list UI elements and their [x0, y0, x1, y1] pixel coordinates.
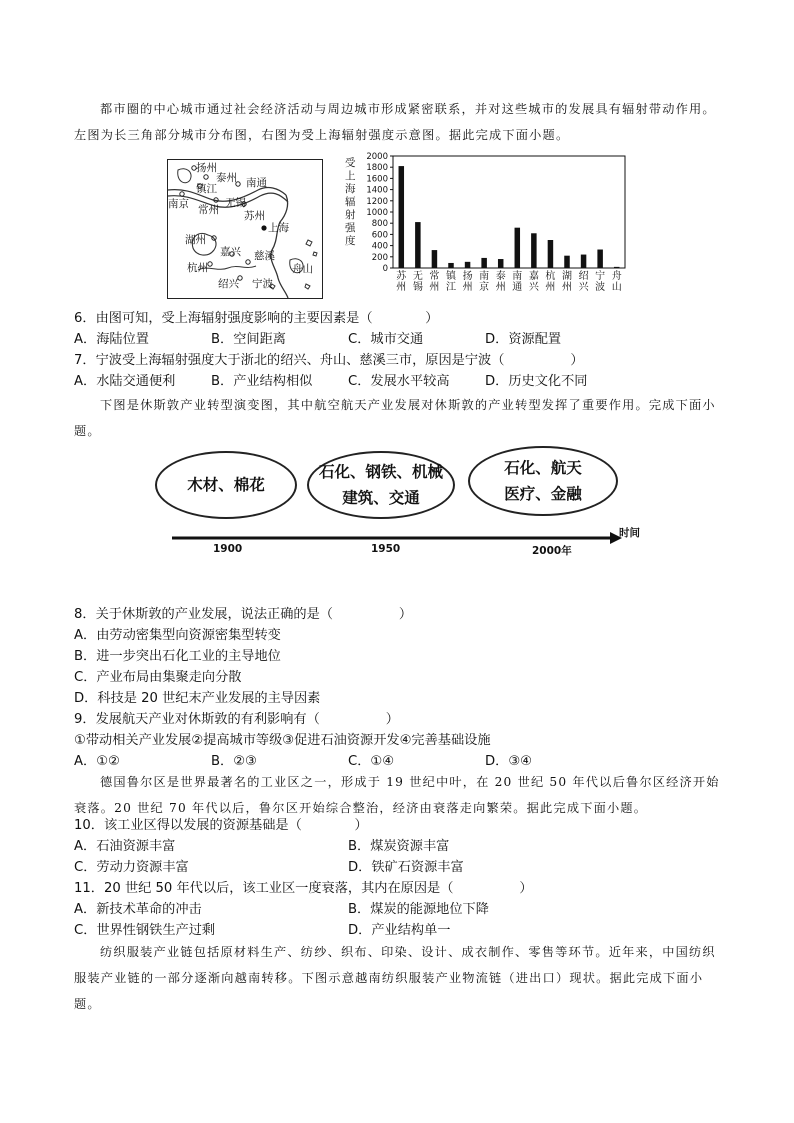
bar-12 — [597, 250, 603, 268]
y-tick-label: 1000 — [366, 208, 388, 218]
q10-option-a[interactable]: A．石油资源丰富 — [74, 839, 176, 854]
q11-option-a[interactable]: A．新技术革命的冲击 — [74, 902, 202, 917]
intro-paragraph-4: 纺织服装产业链包括原材料生产、纺纱、织布、印染、设计、成衣制作、零售等环节。近年来，中国纺织服装产业链的一部分逐渐向越南转移。下图示意越南纺织服装产业物流链（进出口）现状。据此完成下面小题。 — [74, 945, 716, 1011]
y-tick-label: 1800 — [366, 163, 388, 174]
q10-option-d[interactable]: D．铁矿石资源丰富 — [348, 860, 464, 875]
x-tick-label-char: 京 — [479, 282, 490, 293]
x-tick-label-char: 舟 — [611, 271, 622, 282]
x-tick-label-char: 兴 — [528, 282, 539, 293]
q7-option-d[interactable]: D．历史文化不同 — [485, 374, 588, 389]
stage-2000-line2: 医疗、金融 — [504, 485, 582, 503]
q11-options-row1 — [74, 899, 724, 920]
bar-9 — [548, 240, 554, 268]
q8-option-c[interactable]: C．产业布局由集聚走向分散 — [74, 670, 242, 685]
y-tick-label: 1200 — [366, 196, 388, 207]
x-tick-label-char: 州 — [429, 282, 440, 293]
q7-options — [74, 371, 724, 392]
city-yangzhou: 扬州 — [196, 162, 217, 174]
timeline-year-1900: 1900 — [213, 543, 243, 555]
bar-4 — [465, 262, 471, 268]
shanghai-dot — [261, 225, 266, 230]
x-tick-label-char: 湖 — [562, 271, 572, 282]
y-tick-label: 600 — [371, 230, 388, 241]
q9-option-b[interactable]: B．②③ — [211, 754, 257, 769]
stage-1900-text: 木材、棉花 — [187, 476, 265, 494]
y-axis-title-char: 辐 — [345, 196, 356, 208]
x-tick-label-char: 锡 — [412, 282, 423, 293]
q11-stem: 11．20 世纪 50 年代以后，该工业区一度衰落，其内在原因是（ ） — [74, 881, 533, 896]
timeline-year-1950: 1950 — [371, 543, 401, 555]
x-tick-label-char: 州 — [495, 282, 506, 293]
y-tick-label: 800 — [371, 219, 388, 230]
q10-options-row1 — [74, 836, 724, 857]
q9-option-a[interactable]: A．①② — [74, 754, 120, 769]
city-zhoushan: 舟山 — [292, 263, 313, 275]
q7-stem: 7．宁波受上海辐射强度大于浙北的绍兴、舟山、慈溪三市，原因是宁波（ ） — [74, 353, 584, 368]
q9-choices: ①带动相关产业发展②提高城市等级③促进石油资源开发④完善基础设施 — [74, 733, 491, 748]
x-tick-label-char: 南 — [512, 271, 523, 282]
x-tick-label-char: 兴 — [578, 282, 589, 293]
q7-option-a[interactable]: A．水陆交通便利 — [74, 374, 176, 389]
y-tick-label: 1400 — [366, 185, 388, 196]
q8-option-b[interactable]: B．进一步突出石化工业的主导地位 — [74, 649, 281, 664]
bar-5 — [481, 258, 487, 268]
city-ningbo: 宁波 — [252, 278, 273, 290]
q9-stem: 9．发展航天产业对休斯敦的有利影响有（ ） — [74, 712, 399, 727]
y-tick-label: 200 — [371, 252, 388, 263]
x-tick-label-char: 常 — [429, 271, 440, 282]
bar-10 — [564, 256, 570, 268]
timeline-axis-label: 时间 — [619, 527, 640, 539]
y-axis-title-char: 上 — [345, 170, 356, 182]
bar-6 — [498, 259, 504, 268]
city-taizhou: 泰州 — [216, 172, 237, 184]
x-tick-label-char: 波 — [595, 282, 606, 293]
q6-stem: 6．由图可知，受上海辐射强度影响的主要因素是（ ） — [74, 311, 439, 326]
x-tick-label-char: 州 — [562, 282, 572, 293]
city-nanjing: 南京 — [168, 198, 189, 210]
q9-option-c[interactable]: C．①④ — [348, 754, 395, 769]
city-suzhou: 苏州 — [244, 210, 265, 222]
bar-1 — [415, 222, 421, 268]
q6-options — [74, 329, 724, 350]
stage-1950-line2: 建筑、交通 — [342, 489, 420, 507]
q8-option-d[interactable]: D．科技是 20 世纪末产业发展的主导因素 — [74, 691, 321, 706]
bar-13 — [614, 267, 620, 268]
bar-3 — [448, 263, 454, 268]
city-hangzhou: 杭州 — [187, 262, 208, 274]
q6-option-c[interactable]: C．城市交通 — [348, 332, 424, 347]
x-tick-label-char: 杭 — [545, 271, 556, 282]
city-nantong: 南通 — [246, 177, 267, 189]
q7-option-b[interactable]: B．产业结构相似 — [211, 374, 313, 389]
x-tick-label-char: 扬 — [462, 271, 473, 282]
x-tick-label-char: 宁 — [595, 271, 606, 282]
bar-2 — [432, 250, 438, 268]
q10-option-c[interactable]: C．劳动力资源丰富 — [74, 860, 189, 875]
city-huzhou: 湖州 — [185, 234, 206, 246]
q11-option-b[interactable]: B．煤炭的能源地位下降 — [348, 902, 489, 917]
bar-7 — [515, 228, 521, 268]
x-tick-label-char: 泰 — [495, 271, 506, 282]
x-tick-label-char: 南 — [479, 271, 490, 282]
y-axis-title-char: 度 — [345, 235, 356, 247]
x-tick-label-char: 绍 — [578, 271, 589, 282]
stage-1950-line1: 石化、钢铁、机械 — [318, 463, 443, 481]
q11-option-c[interactable]: C．世界性钢铁生产过剩 — [74, 923, 216, 938]
x-tick-label-char: 镇 — [446, 271, 456, 282]
y-axis-title-char: 受 — [345, 157, 356, 169]
q8-stem: 8．关于休斯敦的产业发展，说法正确的是（ ） — [74, 607, 413, 622]
city-zhenjiang: 镇江 — [196, 183, 217, 195]
q10-option-b[interactable]: B．煤炭资源丰富 — [348, 839, 450, 854]
bar-0 — [399, 166, 405, 268]
bar-chart-svg — [335, 152, 635, 297]
y-tick-label: 2000 — [366, 152, 388, 162]
city-jiaxing: 嘉兴 — [220, 246, 241, 258]
y-tick-label: 400 — [371, 241, 388, 252]
y-axis-title-char: 射 — [345, 209, 356, 221]
q11-options-row2 — [74, 920, 724, 941]
houston-industry-timeline — [150, 450, 650, 565]
x-tick-label-char: 江 — [446, 282, 456, 293]
x-tick-label-char: 州 — [545, 282, 556, 293]
x-tick-label-char: 无 — [412, 271, 423, 282]
city-changzhou: 常州 — [198, 204, 219, 216]
plot-frame — [393, 156, 625, 268]
x-tick-label-char: 州 — [462, 282, 473, 293]
x-tick-label-char: 嘉 — [528, 271, 539, 282]
map-outline — [168, 160, 322, 298]
radiation-bar-chart — [335, 152, 635, 297]
bar-8 — [531, 233, 537, 268]
intro-paragraph-1: 都市圈的中心城市通过社会经济活动与周边城市形成紧密联系，并对这些城市的发展具有辐射带动作用。左图为长三角部分城市分布图，右图为受上海辐射强度示意图。据此完成下面小题。 — [74, 102, 716, 142]
city-shaoxing: 绍兴 — [218, 278, 239, 290]
intro-paragraph-2: 下图是休斯敦产业转型演变图，其中航空航天产业发展对休斯敦的产业转型发挥了重要作用。完成下面小题。 — [74, 398, 716, 438]
q10-stem: 10．该工业区得以发展的资源基础是（ ） — [74, 818, 368, 833]
city-wuxi: 无锡 — [225, 197, 246, 209]
city-shanghai: 上海 — [268, 222, 289, 234]
intro-paragraph-3: 德国鲁尔区是世界最著名的工业区之一，形成于 19 世纪中叶，在 20 世纪 50 年代以后鲁尔区经济开始衰落。20 世纪 70 年代以后，鲁尔区开始综合整治，经济由衰落走向繁荣。据此完成下面小题。 — [74, 775, 720, 815]
y-tick-label: 0 — [382, 264, 388, 274]
q10-options-row2 — [74, 857, 724, 878]
x-tick-label-char: 州 — [396, 282, 407, 293]
q6-option-a[interactable]: A．海陆位置 — [74, 332, 149, 347]
x-tick-label-char: 通 — [512, 282, 523, 293]
q11-option-d[interactable]: D．产业结构单一 — [348, 923, 451, 938]
y-axis-title-char: 海 — [345, 183, 356, 195]
bar-11 — [581, 255, 587, 268]
y-axis-title-char: 强 — [345, 222, 356, 234]
timeline-year-2000: 2000年 — [532, 545, 572, 557]
q6-option-d[interactable]: D．资源配置 — [485, 332, 562, 347]
city-cixi: 慈溪 — [254, 250, 275, 262]
x-tick-label-char: 山 — [611, 282, 622, 293]
q8-option-a[interactable]: A．由劳动密集型向资源密集型转变 — [74, 628, 281, 643]
q9-option-d[interactable]: D．③④ — [485, 754, 532, 769]
q6-option-b[interactable]: B．空间距离 — [211, 332, 286, 347]
stage-2000-line1: 石化、航天 — [504, 459, 582, 477]
yangtze-delta-map — [167, 159, 323, 299]
y-tick-label: 1600 — [366, 174, 388, 185]
x-tick-label-char: 苏 — [396, 271, 407, 282]
q7-option-c[interactable]: C．发展水平较高 — [348, 374, 450, 389]
